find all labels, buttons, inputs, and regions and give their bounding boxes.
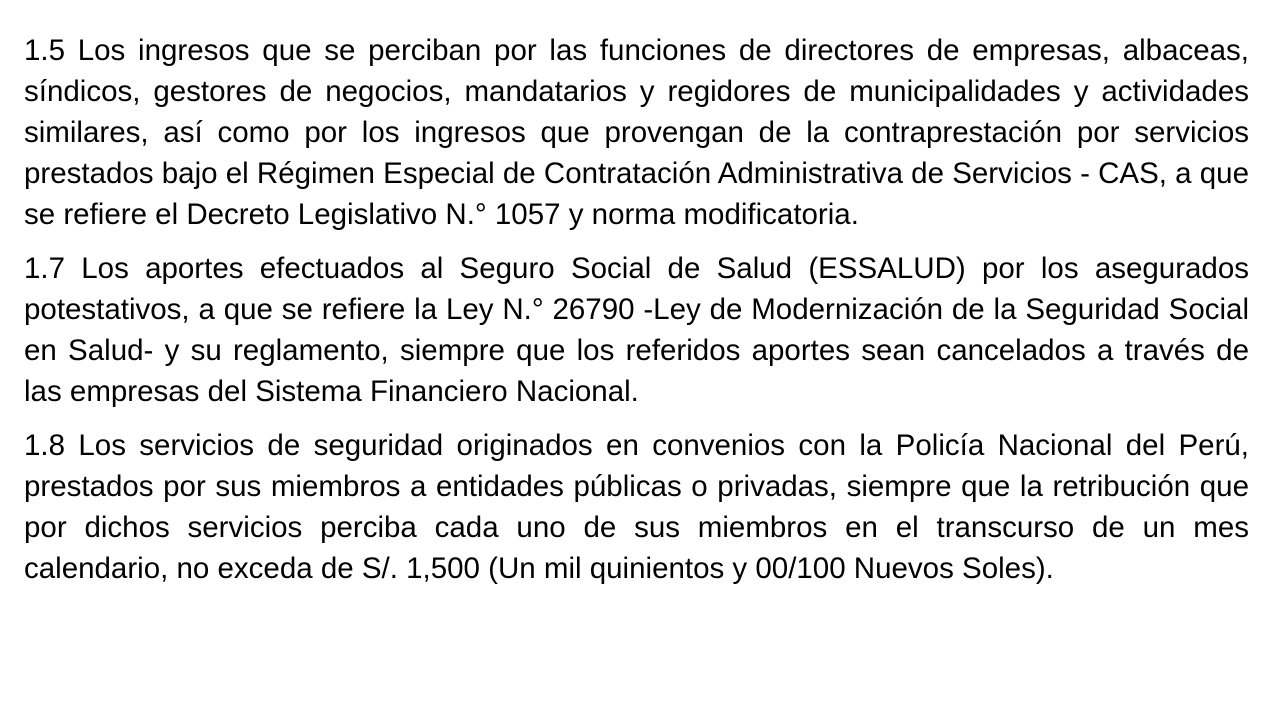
paragraph-1-5: 1.5 Los ingresos que se perciban por las funciones de directores de empresas, albaceas, síndicos, gestores de negocios, mandatarios y regidores de municipalidades y actividades similares, así como por los ingresos que provengan de la contraprestación por servicios prestados bajo el Régimen Especial de Contratación Administrativa de Servicios - CAS, a que se refiere el Decreto Legislativo N.° 1057 y norma modificatoria. <box>24 34 1249 231</box>
paragraph-1-8: 1.8 Los servicios de seguridad originados en convenios con la Policía Nacional del Perú, prestados por sus miembros a entidades públicas o privadas, siempre que la retribución que por dichos servicios perciba cada uno de sus miembros en el transcurso de un mes calendario, no exceda de S/. 1,500 (Un mil quinientos y 00/100 Nuevos Soles). <box>24 429 1249 585</box>
paragraph-1-7: 1.7 Los aportes efectuados al Seguro Social de Salud (ESSALUD) por los asegurados potestativos, a que se refiere la Ley N.° 26790 -Ley de Modernización de la Seguridad Social en Salud- y su reglamento, siempre que los referidos aportes sean cancelados a través de las empresas del Sistema Financiero Nacional. <box>24 252 1249 408</box>
document-slide <box>24 30 1249 710</box>
